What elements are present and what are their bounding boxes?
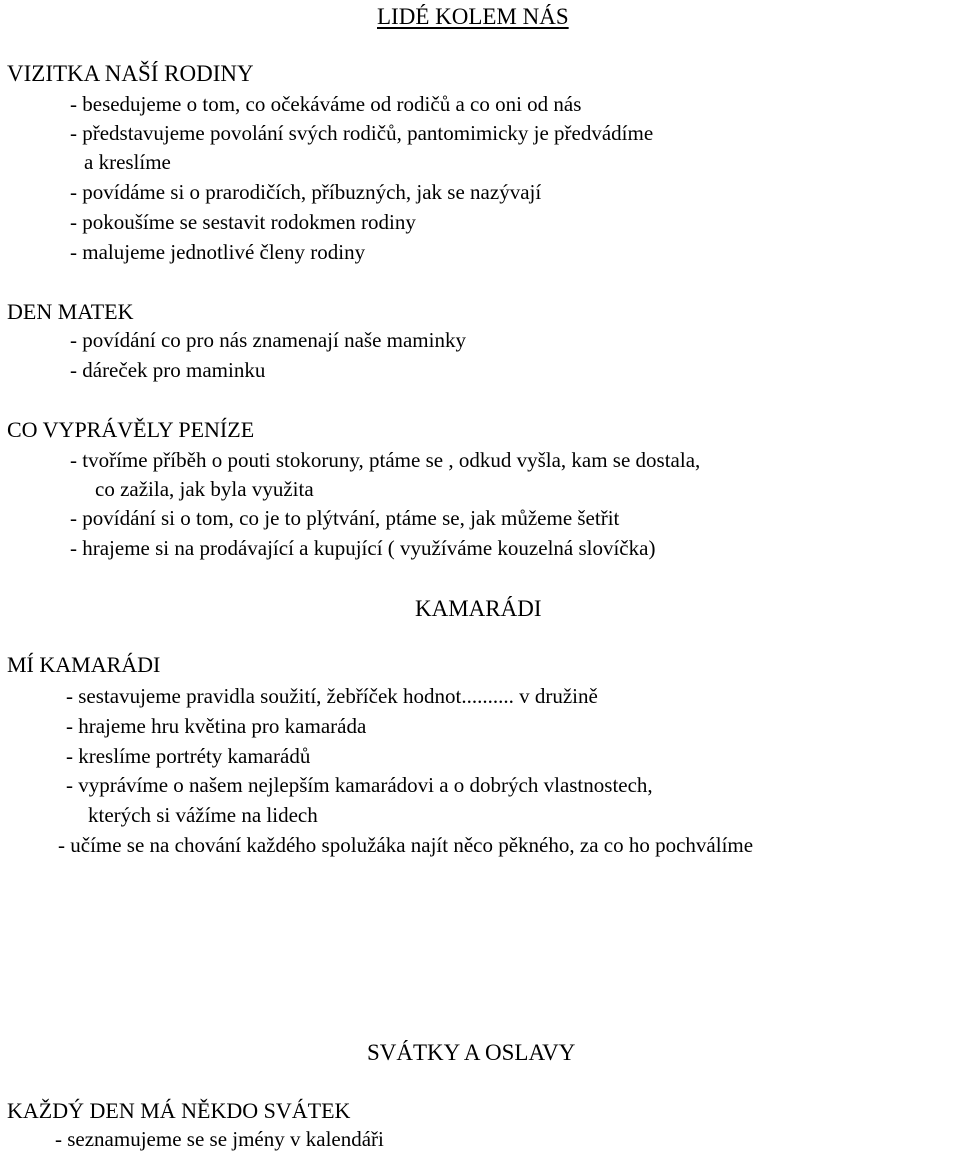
- list-item: - pokoušíme se sestavit rodokmen rodiny: [70, 210, 416, 234]
- list-item-continuation: kterých si vážíme na lidech: [88, 803, 318, 827]
- list-item: - vyprávíme o našem nejlepším kamarádovi a o dobrých vlastnostech,: [66, 773, 653, 797]
- list-item-continuation: co zažila, jak byla využita: [95, 477, 314, 501]
- section-heading-matek: DEN MATEK: [7, 299, 134, 324]
- list-item: - hrajeme si na prodávající a kupující ( využíváme kouzelná slovíčka): [70, 536, 656, 560]
- section-heading-penize: CO VYPRÁVĚLY PENÍZE: [7, 417, 255, 442]
- list-item: - představujeme povolání svých rodičů, pantomimicky je předvádíme: [70, 121, 654, 145]
- list-item: - kreslíme portréty kamarádů: [66, 744, 311, 768]
- list-item: - seznamujeme se se jmény v kalendáři: [55, 1127, 384, 1151]
- list-item: - dáreček pro maminku: [70, 358, 266, 382]
- list-item: - učíme se na chování každého spolužáka najít něco pěkného, za co ho pochválíme: [58, 833, 754, 857]
- section-heading-rodina: VIZITKA NAŠÍ RODINY: [7, 61, 254, 86]
- list-item: - sestavujeme pravidla soužití, žebříček hodnot.......... v družině: [66, 684, 598, 708]
- list-item: - povídání co pro nás znamenají naše maminky: [70, 328, 466, 352]
- list-item: - tvoříme příběh o pouti stokoruny, ptáme se , odkud vyšla, kam se dostala,: [70, 448, 701, 472]
- page-title: LIDÉ KOLEM NÁS: [377, 4, 569, 29]
- section-heading-svatek: KAŽDÝ DEN MÁ NĚKDO SVÁTEK: [7, 1098, 351, 1123]
- list-item: - povídání si o tom, co je to plýtvání, ptáme se, jak můžeme šetřit: [70, 506, 620, 530]
- list-item: - malujeme jednotlivé členy rodiny: [70, 240, 366, 264]
- list-item: - besedujeme o tom, co očekáváme od rodičů a co oni od nás: [70, 92, 582, 116]
- section-title-kamaradi: KAMARÁDI: [415, 596, 542, 621]
- list-item: - povídáme si o prarodičích, příbuzných, jak se nazývají: [70, 180, 542, 204]
- list-item: - hrajeme hru květina pro kamaráda: [66, 714, 367, 738]
- list-item-continuation: a kreslíme: [84, 150, 171, 174]
- section-heading-kamaradi: MÍ KAMARÁDI: [7, 652, 161, 677]
- section-title-svatky: SVÁTKY A OSLAVY: [367, 1040, 576, 1065]
